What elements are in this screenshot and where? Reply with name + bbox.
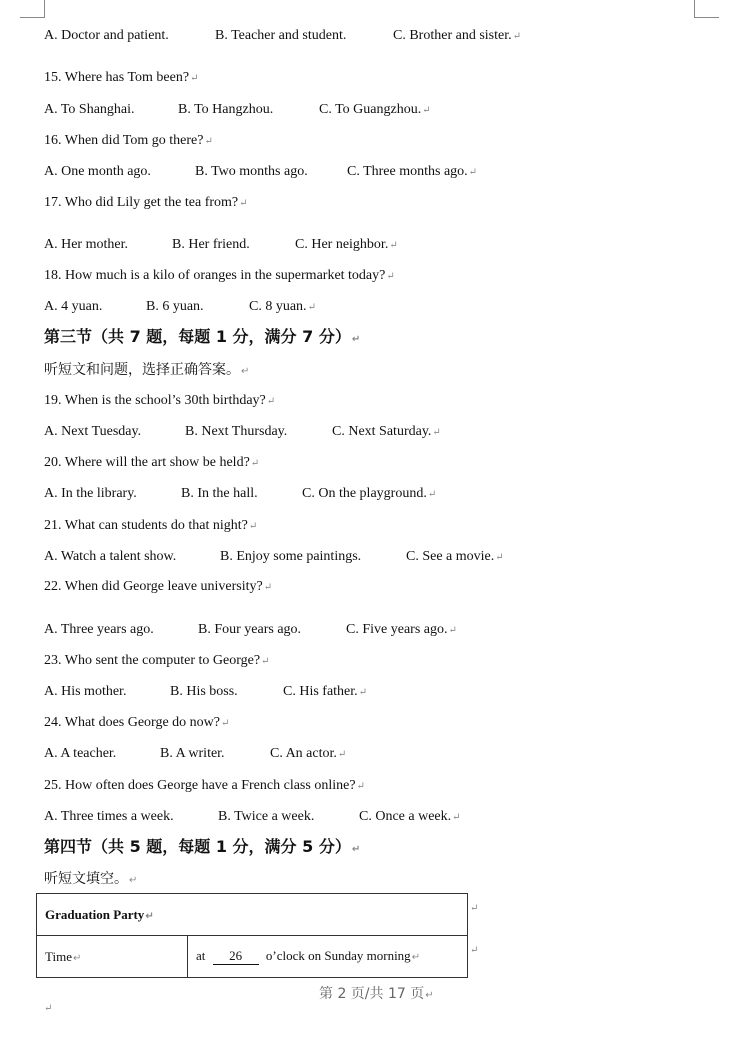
q18-option-b: B. 6 yuan. — [146, 299, 204, 314]
q25-option-a: A. Three times a week. — [44, 809, 174, 824]
time-label-cell: Time↵ — [37, 936, 188, 978]
q22-option-c: C. Five years ago.↵ — [346, 622, 457, 637]
q20-option-c: C. On the playground.↵ — [302, 486, 437, 501]
crop-mark — [44, 0, 45, 18]
q17-stem: 17. Who did Lily get the tea from?↵ — [44, 195, 248, 210]
page-footer: 第 2 页/共 17 页↵ — [319, 986, 434, 1002]
answer-blank-26[interactable]: 26 — [213, 948, 259, 965]
section4-title: 第四节（共 5 题，每题 1 分，满分 5 分）↵ — [44, 837, 361, 856]
q15-option-c: C. To Guangzhou.↵ — [319, 102, 431, 117]
time-prefix: at — [196, 948, 206, 963]
q14-option-c: C. Brother and sister.↵ — [393, 28, 521, 43]
q23-option-a: A. His mother. — [44, 684, 127, 699]
q18-stem: 18. How much is a kilo of oranges in the supermarket today?↵ — [44, 268, 395, 283]
q22-stem: 22. When did George leave university?↵ — [44, 579, 273, 594]
q20-stem: 20. Where will the art show be held?↵ — [44, 455, 260, 470]
crop-mark — [20, 17, 45, 18]
time-suffix: o’clock on Sunday morning — [265, 948, 411, 963]
graduation-party-table — [36, 893, 468, 978]
q16-option-b: B. Two months ago. — [195, 164, 308, 179]
crop-mark — [694, 17, 719, 18]
section4-instruction: 听短文填空。↵ — [44, 871, 138, 887]
q24-option-c: C. An actor.↵ — [270, 746, 347, 761]
q22-option-a: A. Three years ago. — [44, 622, 154, 637]
q21-stem: 21. What can students do that night?↵ — [44, 518, 258, 533]
q19-option-c: C. Next Saturday.↵ — [332, 424, 441, 439]
q14-option-b: B. Teacher and student. — [215, 28, 347, 43]
q16-option-c: C. Three months ago.↵ — [347, 164, 478, 179]
q25-stem: 25. How often does George have a French class online?↵ — [44, 778, 365, 793]
q18-option-c: C. 8 yuan.↵ — [249, 299, 316, 314]
q25-option-c: C. Once a week.↵ — [359, 809, 461, 824]
q21-option-a: A. Watch a talent show. — [44, 549, 177, 564]
q21-option-b: B. Enjoy some paintings. — [220, 549, 362, 564]
q19-option-b: B. Next Thursday. — [185, 424, 288, 439]
q15-stem: 15. Where has Tom been?↵ — [44, 70, 199, 85]
paragraph-end-mark: ↵ — [44, 1003, 53, 1014]
q20-option-a: A. In the library. — [44, 486, 137, 501]
q19-stem: 19. When is the school’s 30th birthday?↵ — [44, 393, 276, 408]
section3-title: 第三节（共 7 题，每题 1 分，满分 7 分）↵ — [44, 327, 361, 346]
table-row — [37, 936, 468, 978]
time-value-cell: at 26 o’clock on Sunday morning↵ — [188, 936, 468, 978]
q16-stem: 16. When did Tom go there?↵ — [44, 133, 213, 148]
q20-option-b: B. In the hall. — [181, 486, 258, 501]
q24-option-a: A. A teacher. — [44, 746, 117, 761]
q19-option-a: A. Next Tuesday. — [44, 424, 142, 439]
table-title-cell: Graduation Party↵ — [37, 894, 468, 936]
q23-stem: 23. Who sent the computer to George?↵ — [44, 653, 270, 668]
row-end-mark: ↵ — [470, 903, 479, 914]
q18-option-a: A. 4 yuan. — [44, 299, 103, 314]
q21-option-c: C. See a movie.↵ — [406, 549, 504, 564]
q14-option-a: A. Doctor and patient. — [44, 28, 169, 43]
q17-option-b: B. Her friend. — [172, 237, 250, 252]
table-row — [37, 894, 468, 936]
q15-option-b: B. To Hangzhou. — [178, 102, 274, 117]
q15-option-a: A. To Shanghai. — [44, 102, 135, 117]
crop-mark — [694, 0, 695, 18]
q23-option-c: C. His father.↵ — [283, 684, 368, 699]
q17-option-c: C. Her neighbor.↵ — [295, 237, 398, 252]
q22-option-b: B. Four years ago. — [198, 622, 302, 637]
q24-option-b: B. A writer. — [160, 746, 225, 761]
q24-stem: 24. What does George do now?↵ — [44, 715, 230, 730]
q16-option-a: A. One month ago. — [44, 164, 151, 179]
section3-instruction: 听短文和问题，选择正确答案。↵ — [44, 362, 250, 378]
row-end-mark: ↵ — [470, 945, 479, 956]
q17-option-a: A. Her mother. — [44, 237, 128, 252]
q25-option-b: B. Twice a week. — [218, 809, 315, 824]
q23-option-b: B. His boss. — [170, 684, 238, 699]
